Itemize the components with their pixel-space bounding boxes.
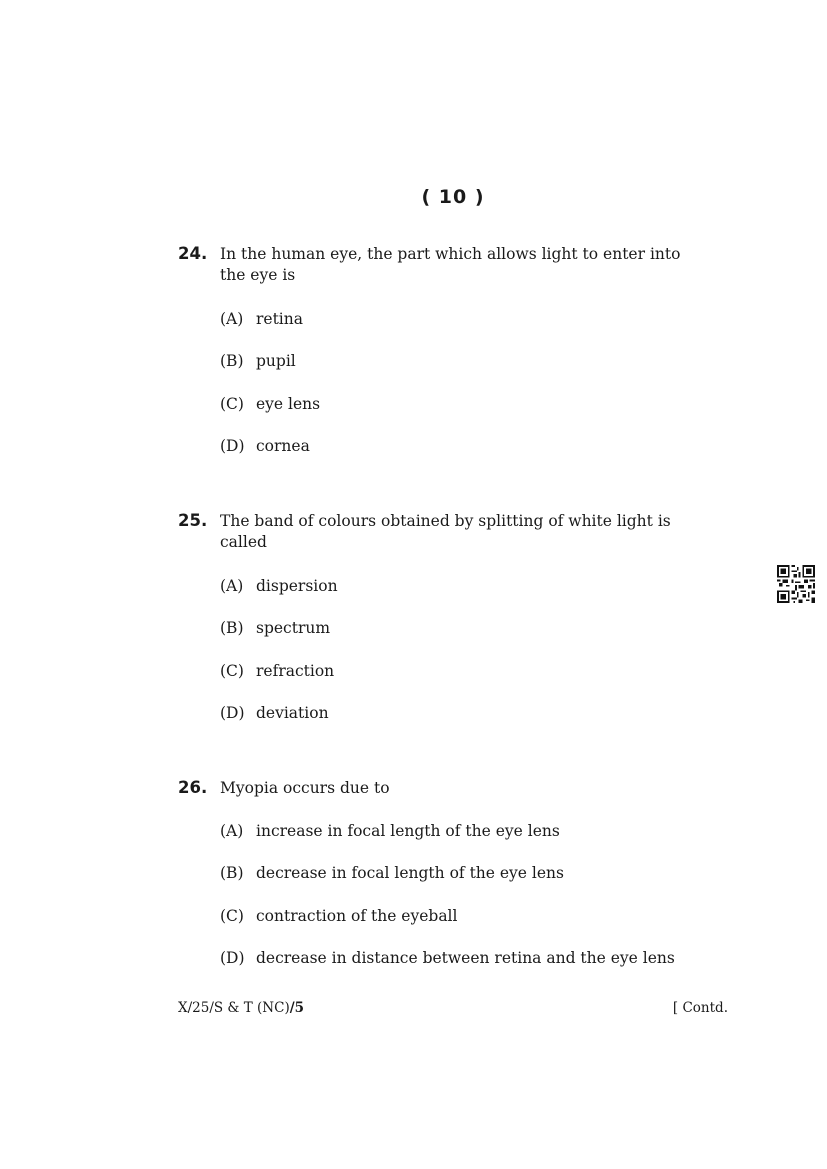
option-b xyxy=(220,619,330,637)
option-label: (A) xyxy=(220,310,244,328)
option-label: (C) xyxy=(220,662,244,680)
option-label: (D) xyxy=(220,949,245,967)
option-a xyxy=(220,310,303,328)
option-text: eye lens xyxy=(256,395,321,413)
option-c xyxy=(220,395,320,413)
option-b xyxy=(220,352,296,370)
question-number: 24. xyxy=(178,244,208,263)
option-d xyxy=(220,437,310,455)
option-d xyxy=(220,704,329,722)
option-label: (C) xyxy=(220,395,244,413)
question-text: Myopia occurs due to xyxy=(220,779,390,797)
qr-code-icon xyxy=(777,565,815,603)
option-label: (B) xyxy=(220,352,244,370)
option-text: retina xyxy=(256,310,303,328)
option-label: (B) xyxy=(220,619,244,637)
question-24 xyxy=(178,244,698,455)
paper-code xyxy=(178,1000,304,1016)
option-text: contraction of the eyeball xyxy=(256,907,458,925)
option-c xyxy=(220,907,457,925)
option-label: (C) xyxy=(220,907,244,925)
option-text: spectrum xyxy=(256,619,331,637)
option-text: cornea xyxy=(256,437,310,455)
option-d xyxy=(220,949,675,967)
option-text: decrease in distance between retina and the eye lens xyxy=(256,949,675,967)
option-text: decrease in focal length of the eye lens xyxy=(256,864,564,882)
option-a xyxy=(220,822,560,840)
option-label: (D) xyxy=(220,704,245,722)
option-label: (A) xyxy=(220,822,244,840)
question-text: In the human eye, the part which allows light to enter into the eye is xyxy=(220,245,681,284)
option-b xyxy=(220,864,564,882)
option-c xyxy=(220,662,334,680)
option-text: deviation xyxy=(256,704,329,722)
question-26 xyxy=(178,778,698,967)
question-25 xyxy=(178,511,698,722)
continued-label: [ Contd. xyxy=(672,1000,728,1016)
page-number: ( 10 ) xyxy=(421,186,485,208)
option-label: (D) xyxy=(220,437,245,455)
paper-code-suffix: /5 xyxy=(289,1000,305,1016)
question-text: The band of colours obtained by splitting of white light is called xyxy=(220,512,671,551)
question-number: 25. xyxy=(178,511,208,530)
option-text: dispersion xyxy=(256,577,338,595)
paper-code-text: X/25/S & T (NC) xyxy=(178,1000,290,1016)
option-label: (A) xyxy=(220,577,244,595)
question-number: 26. xyxy=(178,778,208,797)
option-text: refraction xyxy=(256,662,335,680)
option-text: pupil xyxy=(256,352,296,370)
option-label: (B) xyxy=(220,864,244,882)
option-a xyxy=(220,577,338,595)
option-text: increase in focal length of the eye lens xyxy=(256,822,560,840)
